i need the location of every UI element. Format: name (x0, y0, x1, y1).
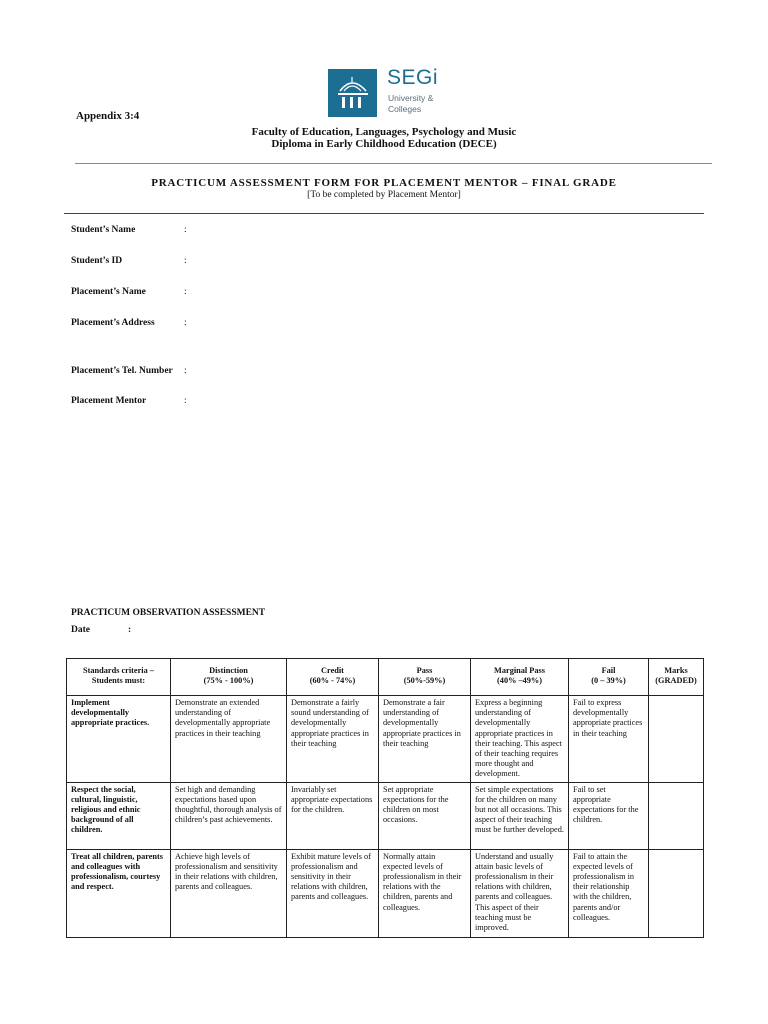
logo-subtitle-line2: Colleges (388, 104, 422, 114)
placement-mentor-field[interactable]: : (184, 396, 187, 406)
credit-cell: Exhibit mature levels of professionalism and sensitivity in their relations with children, parents and colleagues. (287, 849, 379, 937)
table-header-row (67, 659, 704, 696)
marks-cell[interactable] (649, 696, 704, 783)
credit-cell: Invariably set appropriate expectations for the children. (287, 782, 379, 849)
distinction-cell: Demonstrate an extended understanding of developmentally appropriate practices in their teaching (171, 696, 287, 783)
header-standards-criteria: Standards criteria – Students must: (67, 659, 171, 696)
pass-cell: Normally attain expected levels of professionalism in their relations with the children, parents and colleagues. (379, 849, 471, 937)
criteria-cell: Treat all children, parents and colleagues with professionalism, courtesy and respect. (67, 849, 171, 937)
placement-mentor-label: Placement Mentor (71, 396, 147, 406)
distinction-cell: Set high and demanding expectations based upon thoughtful, thorough analysis of children’s past achievements. (171, 782, 287, 849)
header-pass: Pass (50%-59%) (379, 659, 471, 696)
table-row (67, 849, 704, 937)
logo-wordmark: SEGi (387, 66, 439, 89)
observation-section-title: PRACTICUM OBSERVATION ASSESSMENT (71, 608, 266, 618)
form-title: PRACTICUM ASSESSMENT FORM FOR PLACEMENT MENTOR – FINAL GRADE (151, 177, 617, 189)
form-subtitle: [To be completed by Placement Mentor] (307, 190, 461, 200)
placement-tel-label: Placement’s Tel. Number (71, 366, 173, 376)
date-field[interactable]: : (128, 625, 132, 635)
student-name-label: Student’s Name (71, 225, 136, 235)
faculty-heading: Faculty of Education, Languages, Psychology and Music (251, 126, 517, 138)
assessment-rubric-table (66, 658, 704, 938)
student-id-label: Student’s ID (71, 256, 123, 266)
header-marginal-pass: Marginal Pass (40% –49%) (471, 659, 569, 696)
segi-logo-mark (328, 69, 377, 117)
pass-cell: Demonstrate a fair understanding of developmentally appropriate practices in their teaching (379, 696, 471, 783)
title-divider (64, 213, 704, 214)
placement-name-label: Placement’s Name (71, 287, 146, 297)
logo-subtitle-line1: University & (388, 93, 434, 103)
student-id-field[interactable]: : (184, 256, 187, 266)
header-fail: Fail (0 – 39%) (569, 659, 649, 696)
placement-address-label: Placement’s Address (71, 318, 155, 328)
diploma-heading: Diploma in Early Childhood Education (DECE) (271, 138, 497, 150)
marks-cell[interactable] (649, 849, 704, 937)
header-marks: Marks (GRADED) (649, 659, 704, 696)
pass-cell: Set appropriate expectations for the children on most occasions. (379, 782, 471, 849)
distinction-cell: Achieve high levels of professionalism and sensitivity in their relations with children, parents and colleagues. (171, 849, 287, 937)
marks-cell[interactable] (649, 782, 704, 849)
header-credit: Credit (60% - 74%) (287, 659, 379, 696)
student-name-field[interactable]: : (184, 225, 187, 235)
table-row (67, 696, 704, 783)
building-icon (328, 69, 377, 117)
appendix-label: Appendix 3:4 (76, 110, 140, 122)
fail-cell: Fail to attain the expected levels of professionalism in their relationship with the children, parents and/or colleagues. (569, 849, 649, 937)
criteria-cell: Implement developmentally appropriate practices. (67, 696, 171, 783)
placement-name-field[interactable]: : (184, 287, 187, 297)
marginal-pass-cell: Understand and usually attain basic levels of professionalism in their relations with children, parents and colleagues. This aspect of their teaching must be improved. (471, 849, 569, 937)
date-label: Date (71, 625, 90, 635)
header-divider (75, 163, 712, 164)
fail-cell: Fail to set appropriate expectations for the children. (569, 782, 649, 849)
marginal-pass-cell: Express a beginning understanding of developmentally appropriate practices in their teaching. This aspect of their teaching requires more thought and development. (471, 696, 569, 783)
table-row (67, 782, 704, 849)
placement-address-field[interactable]: : (184, 318, 187, 328)
header-distinction: Distinction (75% - 100%) (171, 659, 287, 696)
criteria-cell: Respect the social, cultural, linguistic, religious and ethnic background of all children. (67, 782, 171, 849)
fail-cell: Fail to express developmentally appropriate practices in their teaching (569, 696, 649, 783)
placement-tel-field[interactable]: : (184, 366, 187, 376)
marginal-pass-cell: Set simple expectations for the children on many but not all occasions. This aspect of their teaching must be further developed. (471, 782, 569, 849)
credit-cell: Demonstrate a fairly sound understanding of developmentally appropriate practices in their teaching (287, 696, 379, 783)
